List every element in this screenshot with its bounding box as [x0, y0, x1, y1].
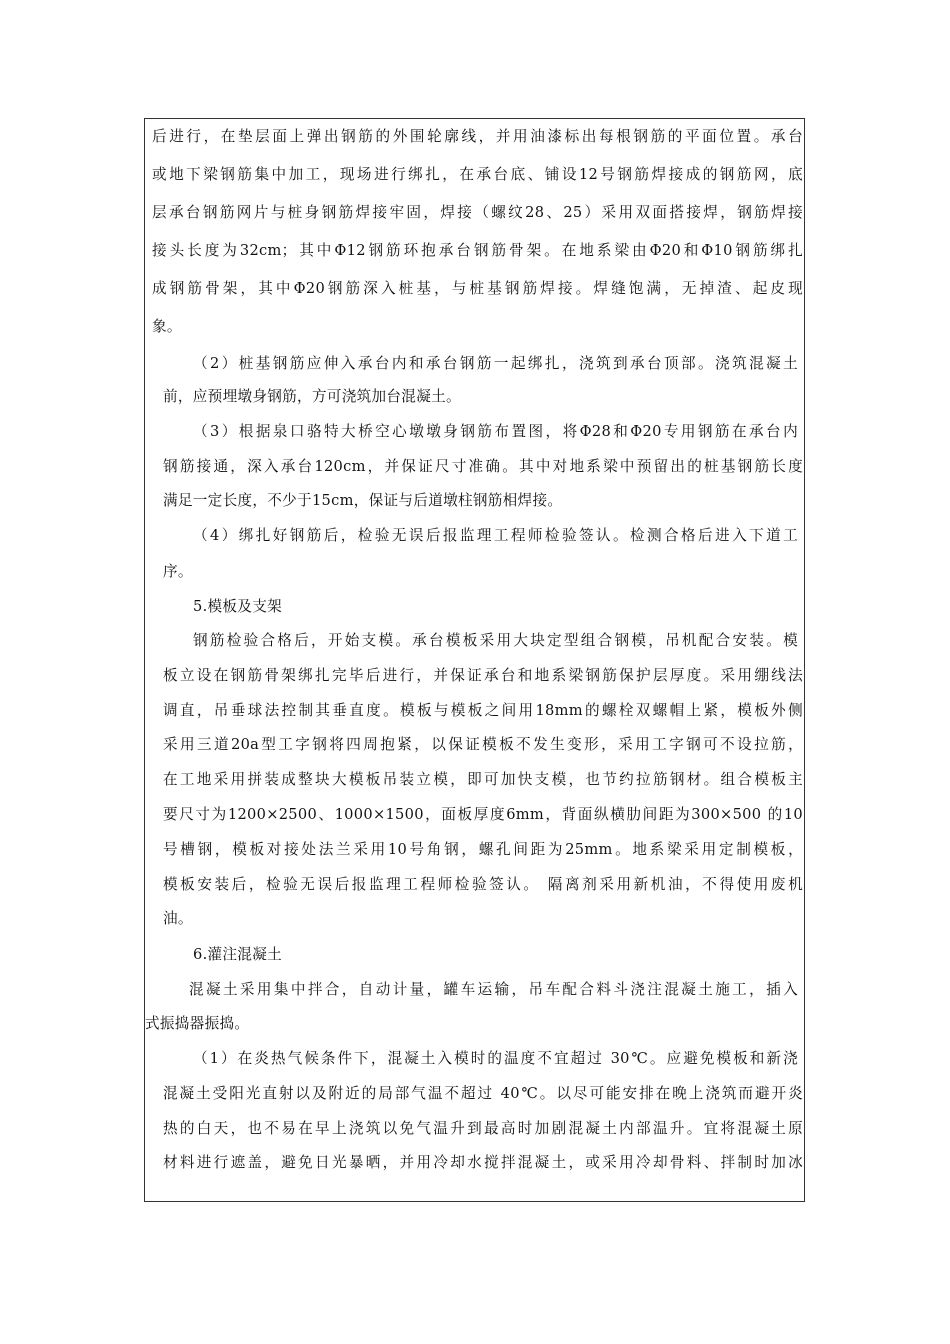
- text-line: 号槽钢，模板对接处法兰采用10号角钢，螺孔间距为25mm。地系梁采用定制模板，: [163, 841, 803, 858]
- section-heading: 6.灌注混凝土: [193, 946, 282, 963]
- text-line: 层承台钢筋网片与桩身钢筋焊接牢固，焊接（螺纹28、25）采用双面搭接焊，钢筋焊接: [152, 204, 803, 221]
- text-line: 钢筋检验合格后，开始支模。承台模板采用大块定型组合钢模，吊机配合安装。模: [193, 632, 798, 649]
- text-line: 混凝土采用集中拌合，自动计量，罐车运输，吊车配合料斗浇注混凝土施工，插入: [189, 981, 798, 998]
- text-line: 成钢筋骨架，其中Φ20钢筋深入桩基，与桩基钢筋焊接。焊缝饱满，无掉渣、起皮现: [152, 280, 803, 297]
- text-line: 前，应预埋墩身钢筋，方可浇筑加台混凝土。: [163, 388, 461, 405]
- text-line: 式振捣器振捣。: [145, 1015, 250, 1032]
- text-line: （4）绑扎好钢筋后，检验无误后报监理工程师检验签认。检测合格后进入下道工: [193, 527, 798, 544]
- text-line: 钢筋接通，深入承台120cm，并保证尺寸准确。其中对地系梁中预留出的桩基钢筋长度: [163, 458, 803, 475]
- text-line: 模板安装后，检验无误后报监理工程师检验签认。 隔离剂采用新机油，不得使用废机: [163, 876, 803, 893]
- text-line: 材料进行遮盖，避免日光暴晒，并用冷却水搅拌混凝土，或采用冷却骨料、拌制时加冰: [163, 1154, 803, 1171]
- text-line: 板立设在钢筋骨架绑扎完毕后进行，并保证承台和地系梁钢筋保护层厚度。采用绷线法: [163, 667, 803, 684]
- text-line: 后进行，在垫层面上弹出钢筋的外围轮廓线，并用油漆标出每根钢筋的平面位置。承台: [152, 128, 803, 145]
- text-line: （1）在炎热气候条件下，混凝土入模时的温度不宜超过 30℃。应避免模板和新浇: [193, 1050, 798, 1067]
- text-line: 热的白天，也不易在早上浇筑以免气温升到最高时加剧混凝土内部温升。宜将混凝土原: [163, 1120, 803, 1137]
- text-line: 满足一定长度，不少于15cm，保证与后道墩柱钢筋相焊接。: [163, 492, 563, 509]
- text-line: 在工地采用拼装成整块大模板吊装立模，即可加快支模，也节约拉筋钢材。组合模板主: [163, 771, 803, 788]
- text-line: 油。: [163, 910, 193, 927]
- text-line: 象。: [152, 318, 182, 335]
- text-line: 采用三道20a型工字钢将四周抱紧，以保证模板不发生变形，采用工字钢可不设拉筋，: [163, 736, 803, 753]
- text-line: 调直，吊垂球法控制其垂直度。模板与模板之间用18mm的螺栓双螺帽上紧，模板外侧: [163, 702, 803, 719]
- text-line: 或地下梁钢筋集中加工，现场进行绑扎，在承台底、铺设12号钢筋焊接成的钢筋网，底: [152, 166, 803, 183]
- text-line: （2）桩基钢筋应伸入承台内和承台钢筋一起绑扎，浇筑到承台顶部。浇筑混凝土: [193, 355, 798, 372]
- text-line: 接头长度为32cm；其中Φ12钢筋环抱承台钢筋骨架。在地系梁由Φ20和Φ10钢筋绑扎: [152, 242, 803, 259]
- section-heading: 5.模板及支架: [193, 598, 282, 615]
- text-line: 要尺寸为1200×2500、1000×1500，面板厚度6mm，背面纵横肋间距为300×500 的10: [163, 806, 803, 823]
- text-line: 序。: [163, 563, 193, 580]
- text-line: 混凝土受阳光直射以及附近的局部气温不超过 40℃。以尽可能安排在晚上浇筑而避开炎: [163, 1085, 803, 1102]
- text-line: （3）根据泉口骆特大桥空心墩墩身钢筋布置图，将Φ28和Φ20专用钢筋在承台内: [193, 423, 798, 440]
